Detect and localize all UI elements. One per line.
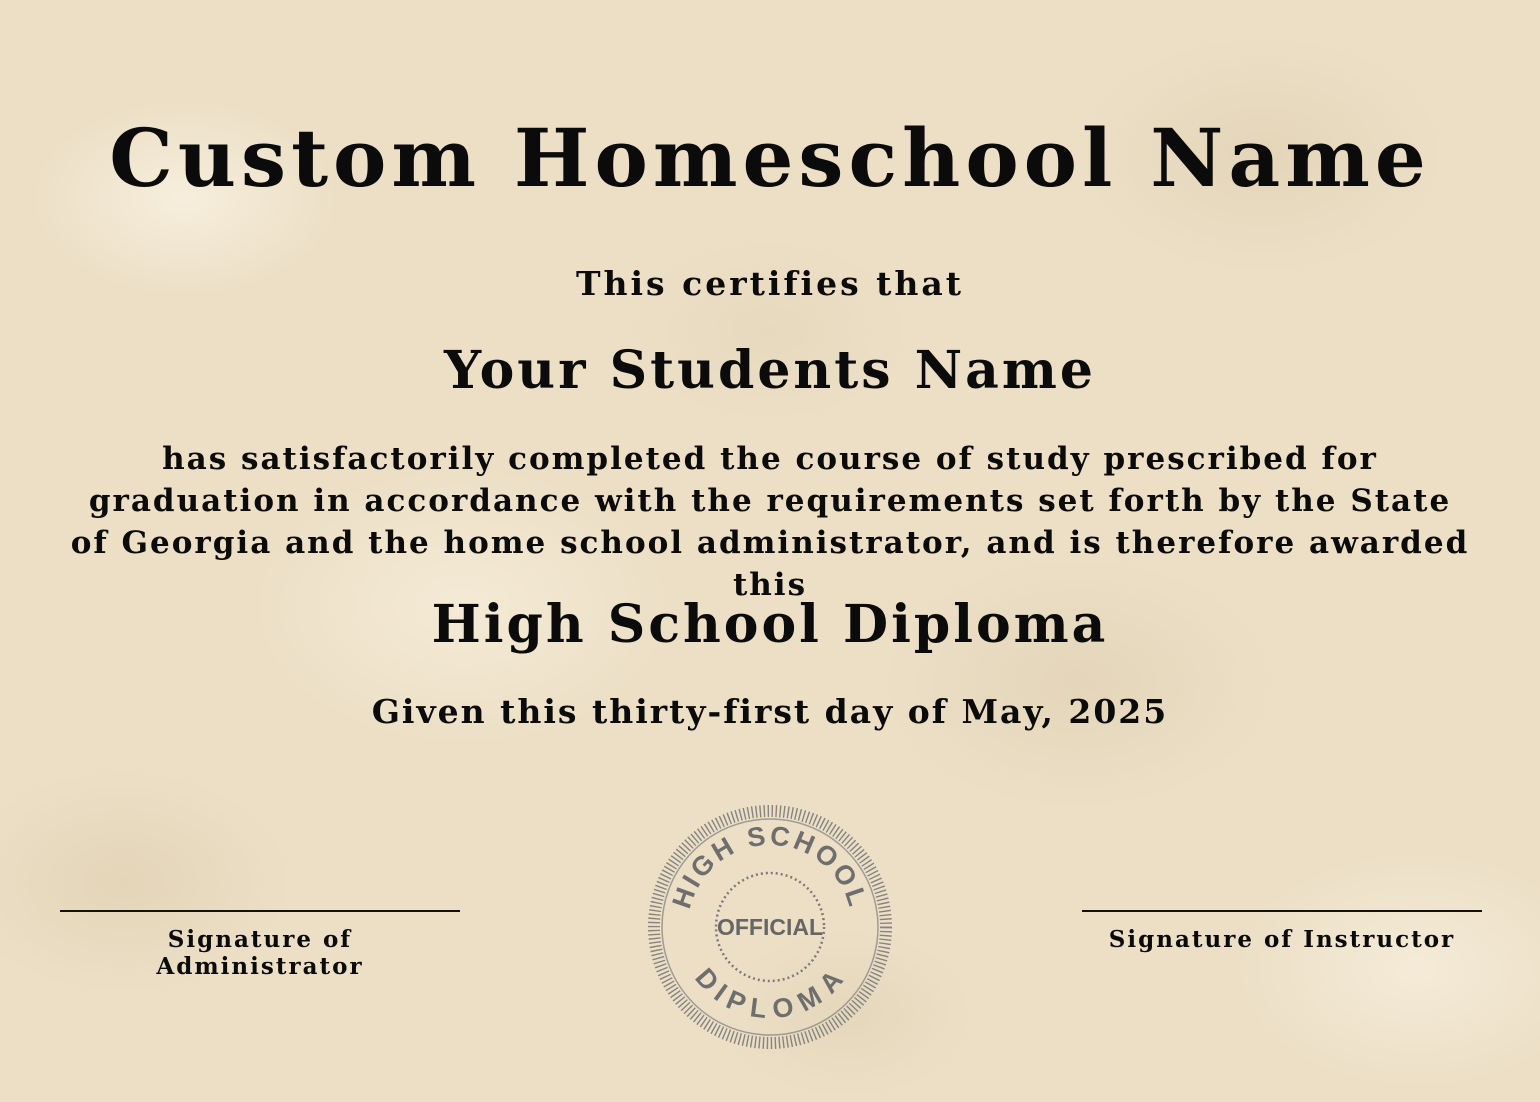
- seal-top-text: HIGH SCHOOL: [666, 820, 874, 913]
- completion-statement: has satisfactorily completed the course of study prescribed for graduation in accordance with the requirements set forth by the State of Georgia and the home school administrator, and is therefore awarded this: [70, 441, 1470, 603]
- instructor-signature-label: Signature of Instructor: [1108, 926, 1456, 953]
- administrator-signature: [60, 910, 460, 980]
- administrator-signature-label: Signature of Administrator: [156, 926, 364, 980]
- seal-bottom-text: DIPLOMA: [689, 962, 851, 1025]
- school-name: Custom Homeschool Name: [109, 111, 1431, 205]
- certifies-text: This certifies that: [575, 264, 965, 303]
- student-name: Your Students Name: [444, 340, 1096, 401]
- seal-center-text: OFFICIAL: [716, 914, 824, 940]
- seal-icon: [648, 805, 892, 1049]
- administrator-signature-line: [60, 910, 460, 912]
- official-seal: [648, 805, 892, 1049]
- given-date: Given this thirty-first day of May, 2025: [371, 692, 1169, 731]
- instructor-signature: [1082, 910, 1482, 953]
- instructor-signature-line: [1082, 910, 1482, 912]
- award-title: High School Diploma: [431, 594, 1109, 655]
